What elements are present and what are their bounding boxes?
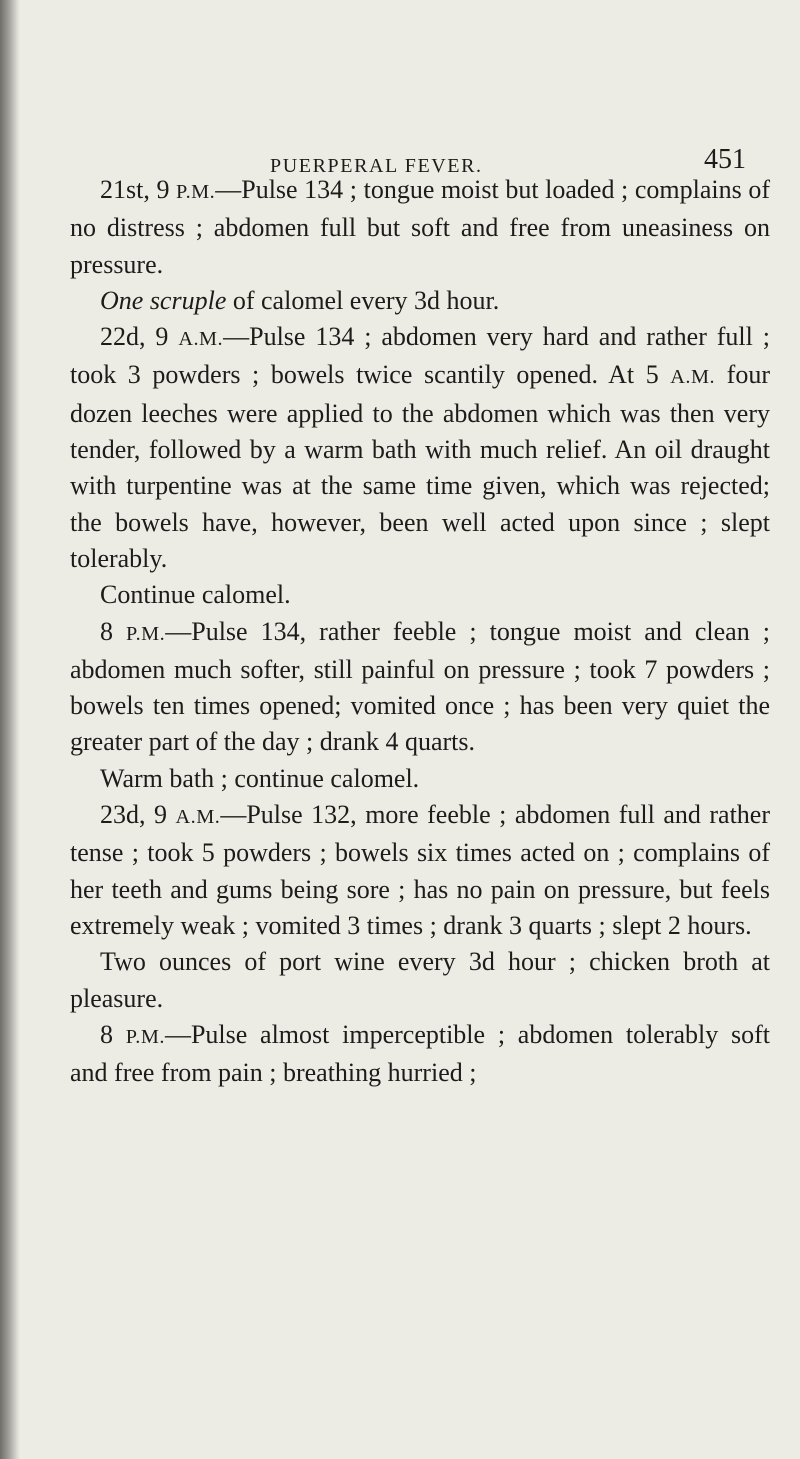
- prescription-text: Two ounces of port wine every 3d hour ; chicken broth at pleasure.: [70, 947, 770, 1013]
- paragraph-21st-pm: [70, 172, 770, 283]
- entry-date: 8: [100, 616, 127, 646]
- prescription-text: Continue calomel.: [100, 580, 291, 610]
- entry-text: —Pulse 134 ; tongue moist but loaded ; complains of no distress ; abdomen full but soft and free from uneasiness on pressure.: [70, 175, 771, 279]
- prescription-text: of calomel every 3d hour.: [226, 285, 500, 315]
- entry-date: 22d, 9: [100, 322, 179, 352]
- entry-date: 8: [100, 1019, 126, 1049]
- entry-time: P.M.: [176, 181, 216, 203]
- entry-date: 21st, 9: [100, 175, 177, 204]
- entry-time: A.M.: [175, 806, 221, 829]
- entry-text: —Pulse 134, rather feeble ; tongue moist and clean ; abdomen much softer, still painful on pressure ; took 7 powders ; bowels ten times opened; vomited once ; has been very quiet the greater part of the day ; drank 4 quarts.: [70, 616, 770, 757]
- paragraph-port-wine: [70, 944, 770, 1017]
- paragraph-22d-pm: [70, 614, 770, 761]
- binding-shadow: [0, 0, 20, 1459]
- entry-time: A.M.: [670, 366, 716, 389]
- entry-time: P.M.: [126, 622, 166, 645]
- entry-text: —Pulse 132, more feeble ; abdomen full and rather tense ; took 5 powders ; bowels six times acted on ; complains of her teeth and gums being sore ; has no pain on pressure, but feels extremely weak ; vomited 3 times ; drank 3 quarts ; slept 2 hours.: [70, 800, 770, 940]
- body-text: [70, 172, 770, 1091]
- prescription-dose: One scruple: [100, 285, 227, 315]
- paragraph-prescription-calomel: [70, 283, 770, 319]
- page-number: 451: [704, 144, 746, 175]
- paragraph-23d-am: [70, 797, 770, 944]
- paragraph-22d-am: [70, 319, 770, 577]
- running-title: PUERPERAL FEVER.: [270, 155, 483, 177]
- prescription-text: Warm bath ; continue calomel.: [100, 763, 420, 793]
- paragraph-23d-pm: [70, 1017, 770, 1092]
- entry-text: —Pulse 134 ; abdomen very hard and rather full ; took 3 powders ; bowels twice scantily opened. At 5: [70, 322, 770, 390]
- entry-text: —Pulse almost imperceptible ; abdomen tolerably soft and free from pain ; breathing hurried ;: [70, 1019, 771, 1088]
- entry-date: 23d, 9: [100, 800, 176, 830]
- paragraph-continue-calomel: [70, 577, 770, 613]
- paragraph-warm-bath: [70, 761, 770, 797]
- entry-time: P.M.: [125, 1025, 165, 1048]
- entry-time: A.M.: [178, 328, 224, 351]
- entry-text: four dozen leeches were applied to the abdomen which was then very tender, followed by a warm bath with much relief. An oil draught with turpentine was at the same time given, which was rejected; the bowels have, however, been well acted upon since ; slept tolerably.: [70, 360, 770, 573]
